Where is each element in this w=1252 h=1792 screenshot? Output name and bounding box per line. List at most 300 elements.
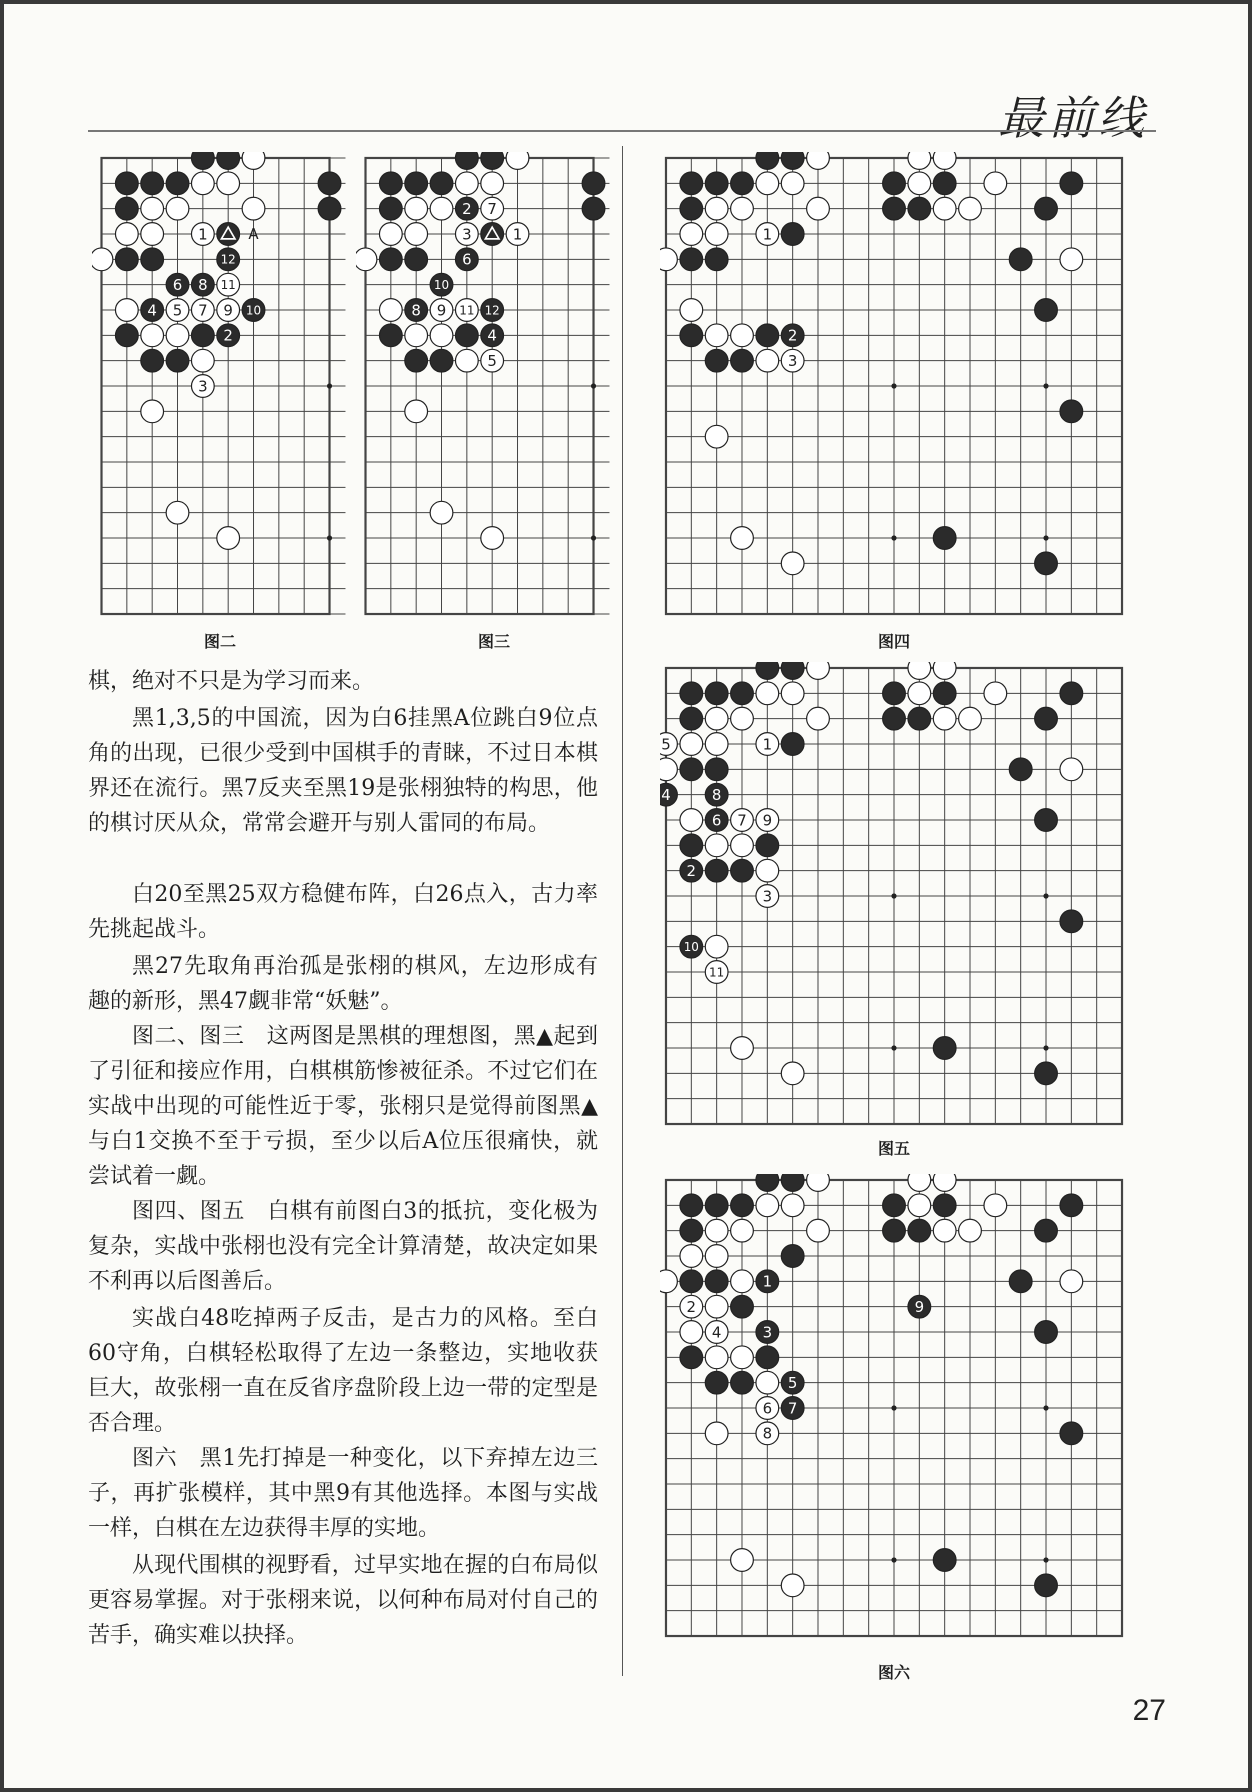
white-stone — [908, 172, 931, 195]
move-number: 2 — [223, 326, 233, 345]
black-stone — [731, 349, 754, 372]
white-stone — [217, 527, 240, 550]
white-stone — [731, 1346, 754, 1369]
white-stone — [217, 299, 240, 322]
black-stone — [582, 197, 605, 220]
white-stone — [455, 349, 478, 372]
black-stone — [405, 299, 428, 322]
caption-fig2: 图二 — [203, 632, 236, 651]
black-stone — [660, 783, 677, 806]
move-number: 3 — [198, 377, 208, 396]
black-stone — [455, 324, 478, 347]
black-stone — [731, 859, 754, 882]
black-stone — [1035, 197, 1058, 220]
caption-fig6: 图六 — [877, 1663, 910, 1682]
black-stone — [141, 349, 164, 372]
black-stone — [405, 172, 428, 195]
white-stone — [984, 1194, 1007, 1217]
white-stone — [1060, 1270, 1083, 1293]
white-stone — [908, 662, 931, 679]
black-stone — [481, 299, 504, 322]
star-point — [891, 1557, 896, 1562]
white-stone — [807, 197, 830, 220]
black-stone — [781, 152, 804, 169]
black-stone — [455, 248, 478, 271]
black-stone — [1060, 400, 1083, 423]
move-number: 9 — [914, 1298, 925, 1317]
move-number: 10 — [433, 277, 450, 292]
black-stone — [1060, 1422, 1083, 1445]
white-stone — [807, 707, 830, 730]
white-stone — [455, 223, 478, 246]
white-stone — [908, 682, 931, 705]
black-stone — [1035, 707, 1058, 730]
black-stone — [680, 707, 703, 730]
black-stone — [883, 172, 906, 195]
move-number: 2 — [787, 326, 798, 345]
black-stone — [756, 1270, 779, 1293]
white-stone — [984, 682, 1007, 705]
white-stone — [933, 1219, 956, 1242]
black-stone — [756, 662, 779, 679]
white-stone — [705, 1219, 728, 1242]
white-stone — [705, 425, 728, 448]
white-stone — [191, 299, 214, 322]
star-point — [327, 383, 332, 388]
black-stone — [481, 152, 504, 169]
white-stone — [115, 223, 138, 246]
black-stone — [1035, 1062, 1058, 1085]
white-stone — [705, 1346, 728, 1369]
white-stone — [731, 1270, 754, 1293]
black-stone — [115, 324, 138, 347]
move-number: 5 — [661, 735, 671, 754]
move-number: 1 — [762, 225, 773, 244]
white-stone — [455, 299, 478, 322]
white-stone — [191, 172, 214, 195]
black-stone — [705, 1371, 728, 1394]
body-paragraph: 图六 黑1先打掉是一种变化，以下弃掉左边三子，再扩张模样，其中黑9有其他选择。本图与实战一样，白棋在左边获得丰厚的实地。 — [88, 1446, 598, 1541]
black-stone — [933, 1194, 956, 1217]
white-stone — [756, 1194, 779, 1217]
black-stone — [756, 834, 779, 857]
white-stone — [731, 197, 754, 220]
black-stone — [217, 223, 240, 246]
black-stone — [1035, 809, 1058, 832]
header-rule — [88, 130, 1156, 132]
black-stone — [680, 859, 703, 882]
black-stone — [430, 172, 453, 195]
white-stone — [756, 223, 779, 246]
move-number: 8 — [711, 786, 722, 805]
black-stone — [756, 152, 779, 169]
white-stone — [242, 152, 265, 169]
white-stone — [933, 1174, 956, 1191]
white-stone — [705, 733, 728, 756]
move-number: 3 — [762, 1323, 773, 1342]
move-number: 1 — [762, 1272, 773, 1291]
star-point — [1043, 535, 1048, 540]
move-number: 6 — [462, 250, 472, 269]
white-stone — [242, 197, 265, 220]
white-stone — [430, 501, 453, 524]
white-stone — [908, 1174, 931, 1191]
caption-fig3: 图三 — [477, 632, 510, 651]
black-stone — [430, 273, 453, 296]
white-stone — [680, 1245, 703, 1268]
white-stone — [405, 223, 428, 246]
white-stone — [807, 1219, 830, 1242]
black-stone — [908, 1295, 931, 1318]
white-stone — [705, 834, 728, 857]
move-number: 11 — [220, 277, 236, 292]
white-stone — [705, 223, 728, 246]
move-number: 5 — [487, 352, 497, 371]
white-stone — [191, 223, 214, 246]
move-number: 2 — [462, 200, 472, 219]
black-stone — [705, 1270, 728, 1293]
black-stone — [217, 152, 240, 169]
white-stone — [405, 197, 428, 220]
go-board-fig5 — [660, 662, 1128, 1130]
star-point — [1043, 1045, 1048, 1050]
black-stone — [1060, 910, 1083, 933]
black-stone — [705, 783, 728, 806]
black-stone — [883, 707, 906, 730]
white-stone — [756, 859, 779, 882]
black-stone — [379, 197, 402, 220]
black-stone — [1035, 1219, 1058, 1242]
black-stone — [191, 324, 214, 347]
black-stone — [756, 1346, 779, 1369]
white-stone — [807, 152, 830, 169]
move-number: 1 — [198, 225, 208, 244]
black-stone — [680, 1194, 703, 1217]
white-stone — [731, 809, 754, 832]
black-stone — [680, 197, 703, 220]
black-stone — [680, 248, 703, 271]
black-stone — [1035, 1321, 1058, 1344]
black-stone — [781, 733, 804, 756]
white-stone — [807, 662, 830, 679]
move-number: 1 — [762, 735, 773, 754]
page-number: 27 — [1132, 1694, 1166, 1727]
white-stone — [481, 197, 504, 220]
black-stone — [705, 758, 728, 781]
black-stone — [455, 152, 478, 169]
black-stone — [318, 172, 341, 195]
star-point — [891, 383, 896, 388]
black-stone — [141, 172, 164, 195]
move-number: 10 — [245, 303, 262, 318]
white-stone — [705, 707, 728, 730]
black-stone — [933, 172, 956, 195]
black-stone — [731, 1295, 754, 1318]
black-stone — [705, 349, 728, 372]
black-stone — [781, 223, 804, 246]
move-number: 7 — [198, 301, 208, 320]
column-title: 最前线 — [998, 91, 1148, 145]
black-stone — [883, 1219, 906, 1242]
star-point — [1043, 383, 1048, 388]
black-stone — [908, 1219, 931, 1242]
white-stone — [141, 324, 164, 347]
black-stone — [1060, 1194, 1083, 1217]
black-stone — [1035, 1574, 1058, 1597]
go-board-fig3 — [356, 152, 613, 620]
white-stone — [481, 172, 504, 195]
white-stone — [430, 197, 453, 220]
body-paragraph: 白20至黑25双方稳健布阵，白26点入，古力率先挑起战斗。 — [88, 882, 598, 942]
move-number: 11 — [709, 965, 725, 980]
white-stone — [705, 935, 728, 958]
black-stone — [933, 682, 956, 705]
move-number: 7 — [737, 811, 747, 830]
white-stone — [756, 733, 779, 756]
black-stone — [680, 682, 703, 705]
white-stone — [166, 324, 189, 347]
white-stone — [908, 1194, 931, 1217]
white-stone — [680, 1295, 703, 1318]
black-stone — [141, 248, 164, 271]
white-stone — [781, 349, 804, 372]
black-stone — [731, 682, 754, 705]
move-number: 2 — [686, 1298, 697, 1317]
white-stone — [217, 273, 240, 296]
black-stone — [781, 662, 804, 679]
white-stone — [731, 707, 754, 730]
white-stone — [506, 223, 529, 246]
black-stone — [705, 248, 728, 271]
black-stone — [217, 248, 240, 271]
white-stone — [660, 1270, 677, 1293]
move-number: 3 — [762, 887, 773, 906]
white-stone — [481, 349, 504, 372]
black-stone — [883, 197, 906, 220]
white-stone — [908, 152, 931, 169]
white-stone — [356, 248, 377, 271]
white-stone — [781, 1574, 804, 1597]
black-stone — [217, 324, 240, 347]
white-stone — [430, 324, 453, 347]
white-stone — [756, 809, 779, 832]
move-number: 4 — [661, 786, 671, 805]
move-number: 3 — [787, 352, 798, 371]
star-point — [591, 383, 596, 388]
black-stone — [1060, 172, 1083, 195]
white-stone — [781, 172, 804, 195]
white-stone — [141, 197, 164, 220]
black-stone — [756, 1174, 779, 1191]
black-stone — [908, 707, 931, 730]
white-stone — [984, 172, 1007, 195]
black-stone — [781, 1397, 804, 1420]
black-stone — [705, 1194, 728, 1217]
black-stone — [1035, 552, 1058, 575]
white-stone — [756, 1422, 779, 1445]
black-stone — [115, 248, 138, 271]
white-stone — [141, 223, 164, 246]
body-paragraph: 从现代围棋的视野看，过早实地在握的白布局似更容易掌握。对于张栩来说，以何种布局对付自己的苦手，确实难以抉择。 — [88, 1553, 598, 1648]
move-number: 5 — [172, 301, 183, 320]
black-stone — [705, 172, 728, 195]
star-point — [1043, 893, 1048, 898]
white-stone — [731, 1549, 754, 1572]
white-stone — [115, 299, 138, 322]
move-number: 6 — [172, 276, 183, 295]
black-stone — [1060, 682, 1083, 705]
black-stone — [756, 1321, 779, 1344]
star-point — [891, 1045, 896, 1050]
point-label: A — [248, 224, 259, 243]
white-stone — [705, 1321, 728, 1344]
white-stone — [731, 834, 754, 857]
black-stone — [405, 248, 428, 271]
body-paragraph: 黑1,3,5的中国流，因为白6挂黑A位跳白9位点角的出现，已很少受到中国棋手的青睐，不过日本棋界还在流行。黑7反夹至黑19是张栩独特的构思，他的棋讨厌从众，常常会避开与别人雷同的布局。 — [88, 706, 598, 836]
black-stone — [191, 273, 214, 296]
black-stone — [166, 273, 189, 296]
black-stone — [680, 758, 703, 781]
black-stone — [1009, 758, 1032, 781]
black-stone — [883, 682, 906, 705]
white-stone — [756, 1397, 779, 1420]
black-stone — [115, 197, 138, 220]
body-paragraph: 棋，绝对不只是为学习而来。 — [88, 669, 375, 694]
move-number: 6 — [762, 1399, 773, 1418]
white-stone — [781, 552, 804, 575]
black-stone — [756, 324, 779, 347]
move-number: 1 — [512, 225, 523, 244]
white-stone — [933, 152, 956, 169]
move-number: 9 — [762, 811, 773, 830]
black-stone — [680, 834, 703, 857]
move-number: 8 — [411, 301, 421, 320]
white-stone — [92, 248, 113, 271]
star-point — [891, 893, 896, 898]
move-number: 5 — [787, 1374, 798, 1393]
move-number: 6 — [711, 811, 722, 830]
white-stone — [781, 1062, 804, 1085]
white-stone — [405, 324, 428, 347]
black-stone — [933, 527, 956, 550]
white-stone — [660, 733, 677, 756]
black-stone — [1009, 248, 1032, 271]
white-stone — [705, 197, 728, 220]
white-stone — [705, 1295, 728, 1318]
go-board-fig6 — [660, 1174, 1128, 1642]
black-stone — [680, 172, 703, 195]
star-point — [891, 535, 896, 540]
white-stone — [455, 172, 478, 195]
body-paragraph: 图二、图三 这两图是黑棋的理想图，黑▲起到了引征和接应作用，白棋棋筋惨被征杀。不过它们在实战中出现的可能性近于零，张栩只是觉得前图黑▲与白1交换不至于亏损，至少以后A位压很痛快，就尝试着一觑。 — [88, 1024, 598, 1189]
move-number: 9 — [436, 301, 447, 320]
white-stone — [680, 809, 703, 832]
black-stone — [731, 172, 754, 195]
black-stone — [166, 349, 189, 372]
white-stone — [379, 299, 402, 322]
white-stone — [731, 324, 754, 347]
white-stone — [756, 349, 779, 372]
move-number: 7 — [787, 1399, 798, 1418]
white-stone — [959, 1219, 982, 1242]
white-stone — [933, 662, 956, 679]
white-stone — [660, 758, 677, 781]
white-stone — [680, 1321, 703, 1344]
move-number: 12 — [484, 303, 500, 318]
move-number: 4 — [147, 301, 157, 320]
white-stone — [506, 152, 529, 169]
black-stone — [379, 324, 402, 347]
white-stone — [933, 707, 956, 730]
black-stone — [379, 248, 402, 271]
white-stone — [731, 1219, 754, 1242]
white-stone — [1060, 758, 1083, 781]
white-stone — [660, 248, 677, 271]
white-stone — [680, 299, 703, 322]
white-stone — [166, 197, 189, 220]
move-number: 2 — [686, 862, 697, 881]
white-stone — [166, 299, 189, 322]
white-stone — [705, 961, 728, 984]
black-stone — [481, 223, 504, 246]
black-stone — [379, 172, 402, 195]
black-stone — [731, 1371, 754, 1394]
black-stone — [705, 809, 728, 832]
white-stone — [430, 299, 453, 322]
black-stone — [430, 349, 453, 372]
black-stone — [705, 682, 728, 705]
black-stone — [141, 299, 164, 322]
black-stone — [1035, 299, 1058, 322]
black-stone — [680, 935, 703, 958]
white-stone — [781, 682, 804, 705]
white-stone — [481, 527, 504, 550]
star-point — [1043, 1557, 1048, 1562]
move-number: 9 — [223, 301, 233, 320]
white-stone — [705, 324, 728, 347]
star-point — [327, 535, 332, 540]
move-number: 8 — [762, 1424, 773, 1443]
black-stone — [405, 349, 428, 372]
move-number: 4 — [711, 1323, 722, 1342]
move-number: 7 — [487, 200, 497, 219]
book-page — [4, 4, 1248, 1788]
white-stone — [756, 885, 779, 908]
white-stone — [680, 223, 703, 246]
black-stone — [908, 197, 931, 220]
move-number: 4 — [487, 326, 497, 345]
white-stone — [191, 349, 214, 372]
white-stone — [705, 1245, 728, 1268]
black-stone — [115, 172, 138, 195]
white-stone — [959, 197, 982, 220]
white-stone — [141, 400, 164, 423]
white-stone — [731, 1037, 754, 1060]
black-stone — [705, 859, 728, 882]
black-stone — [242, 299, 265, 322]
black-stone — [781, 1371, 804, 1394]
white-stone — [781, 1194, 804, 1217]
black-stone — [680, 1270, 703, 1293]
white-stone — [379, 223, 402, 246]
black-stone — [933, 1549, 956, 1572]
white-stone — [166, 501, 189, 524]
white-stone — [756, 1371, 779, 1394]
black-stone — [481, 324, 504, 347]
black-stone — [166, 172, 189, 195]
black-stone — [191, 152, 214, 169]
body-paragraph: 图四、图五 白棋有前图白3的抵抗，变化极为复杂，实战中张栩也没有完全计算清楚，故决定如果不利再以后图善后。 — [88, 1199, 598, 1294]
